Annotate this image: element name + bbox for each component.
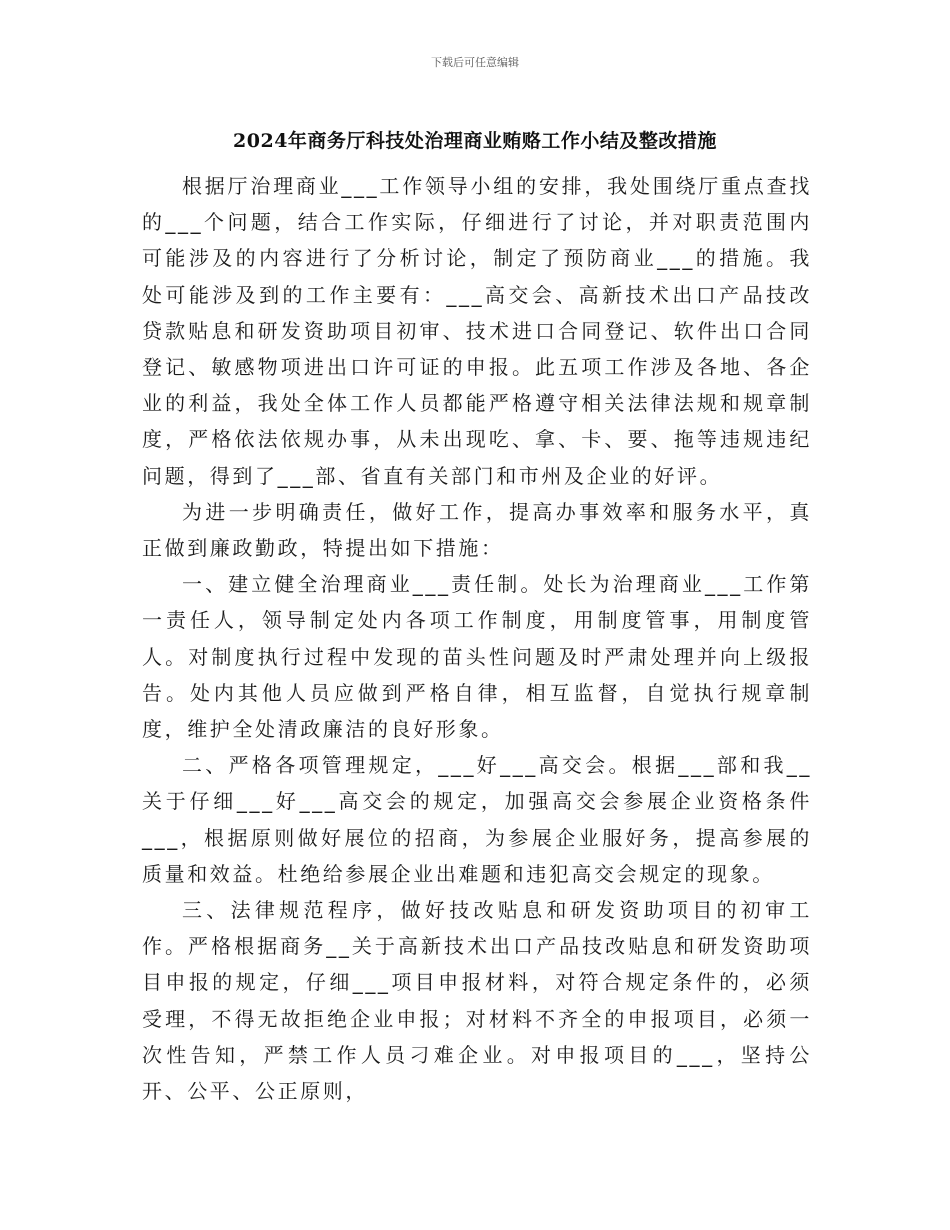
paragraph: 三、法律规范程序，做好技改贴息和研发资助项目的初审工作。严格根据商务__关于高新技术出口产品技改贴息和研发资助项目申报的规定，仔细___项目申报材料，对符合规定条件的，必须受理，不得无故拒绝企业申报；对材料不齐全的申报项目，必须一次性告知，严禁工作人员刁难企业。对申报项目的___，坚持公开、公平、公正原则，: [142, 898, 812, 1104]
paragraph: 为进一步明确责任，做好工作，提高办事效率和服务水平，真正做到廉政勤政，特提出如下措施：: [142, 499, 812, 561]
paragraph: 根据厅治理商业___工作领导小组的安排，我处围绕厅重点查找的___个问题，结合工作实际，仔细进行了讨论，并对职责范围内可能涉及的内容进行了分析讨论，制定了预防商业___的措施。我处可能涉及到的工作主要有：___高交会、高新技术出口产品技改贷款贴息和研发资助项目初审、技术进口合同登记、软件出口合同登记、敏感物项进出口许可证的申报。此五项工作涉及各地、各企业的利益，我处全体工作人员都能严格遵守相关法律法规和规章制度，严格依法依规办事，从未出现吃、拿、卡、要、拖等违规违纪问题，得到了___部、省直有关部门和市州及企业的好评。: [142, 174, 812, 488]
document-body: [142, 168, 812, 1109]
paragraph: 二、严格各项管理规定，___好___高交会。根据___部和我__关于仔细___好___高交会的规定，加强高交会参展企业资格条件___，根据原则做好展位的招商，为参展企业服好务，提高参展的质量和效益。杜绝给参展企业出难题和违犯高交会规定的现象。: [142, 753, 812, 886]
document-title: 2024年商务厅科技处治理商业贿赂工作小结及整改措施: [233, 130, 717, 152]
paragraph: 一、建立健全治理商业___责任制。处长为治理商业___工作第一责任人，领导制定处内各项工作制度，用制度管事，用制度管人。对制度执行过程中发现的苗头性问题及时严肃处理并向上级报告。处内其他人员应做到严格自律，相互监督，自觉执行规章制度，维护全处清政廉洁的良好形象。: [142, 572, 812, 742]
header-note: 下载后可任意编辑: [431, 56, 519, 69]
